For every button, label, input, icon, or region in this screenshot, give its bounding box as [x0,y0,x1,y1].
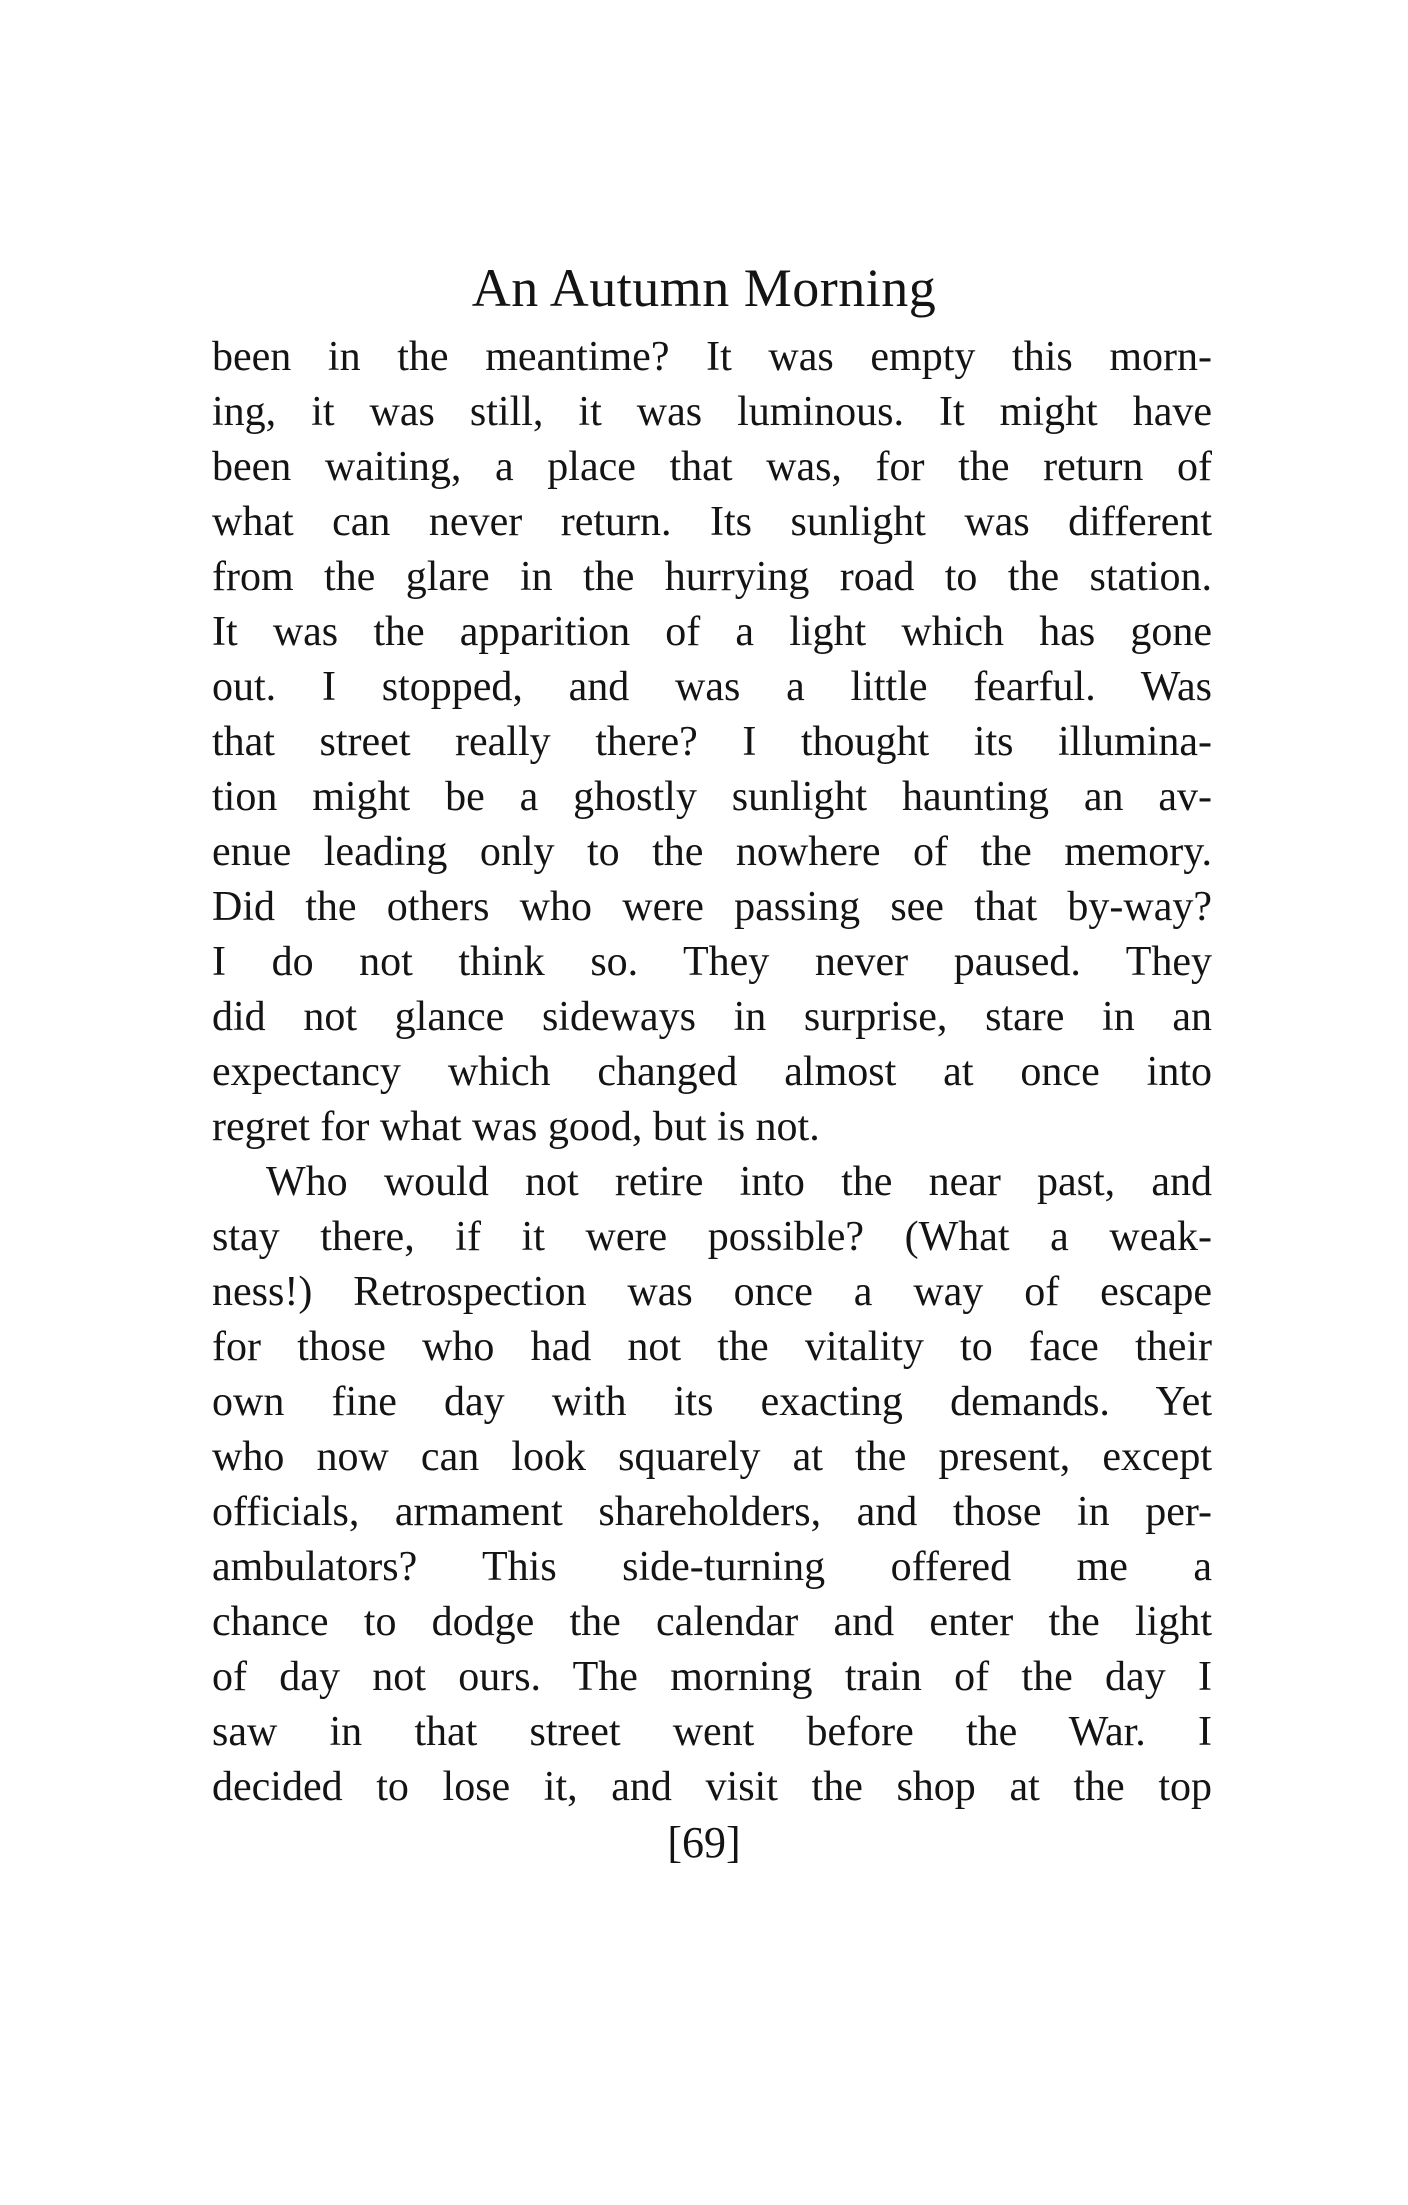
text-line: for those who had not the vitality to face their [212,1324,1212,1370]
text-line: ness!) Retrospection was once a way of escape [212,1269,1212,1315]
text-line: that street really there? I thought its illumina- [212,719,1212,765]
text-line: who now can look squarely at the present, except [212,1434,1212,1480]
text-line: enue leading only to the nowhere of the memory. [212,829,1212,875]
text-line: Did the others who were passing see that by-way? [212,884,1212,930]
text-line: own fine day with its exacting demands. Yet [212,1379,1212,1425]
page-number: [69] [667,1818,741,1867]
text-line: chance to dodge the calendar and enter the light [212,1599,1212,1645]
text-line: Who would not retire into the near past, and [266,1159,1212,1205]
text-line: officials, armament shareholders, and those in per- [212,1489,1212,1535]
running-head: An Autumn Morning [471,258,937,318]
text-line: stay there, if it were possible? (What a weak- [212,1214,1212,1260]
text-line: I do not think so. They never paused. They [212,939,1212,985]
text-line: saw in that street went before the War. I [212,1709,1212,1755]
text-line: what can never return. Its sunlight was different [212,499,1212,545]
body-text [212,330,1212,1815]
text-line: from the glare in the hurrying road to the station. [212,554,1212,600]
text-line: decided to lose it, and visit the shop at the top [212,1764,1212,1810]
text-line: tion might be a ghostly sunlight haunting an av- [212,774,1212,820]
text-line: expectancy which changed almost at once into [212,1049,1212,1095]
text-line: regret for what was good, but is not. [212,1104,820,1150]
text-line: of day not ours. The morning train of the day I [212,1654,1212,1700]
text-line: out. I stopped, and was a little fearful. Was [212,664,1212,710]
text-line: did not glance sideways in surprise, stare in an [212,994,1212,1040]
paragraph-1 [212,330,1212,1155]
text-line: ambulators? This side-turning offered me a [212,1544,1212,1590]
text-line: It was the apparition of a light which has gone [212,609,1212,655]
text-line: been in the meantime? It was empty this morn- [212,334,1212,380]
text-line: ing, it was still, it was luminous. It might have [212,389,1212,435]
text-line: been waiting, a place that was, for the return of [212,444,1212,490]
paragraph-2 [212,1155,1212,1815]
